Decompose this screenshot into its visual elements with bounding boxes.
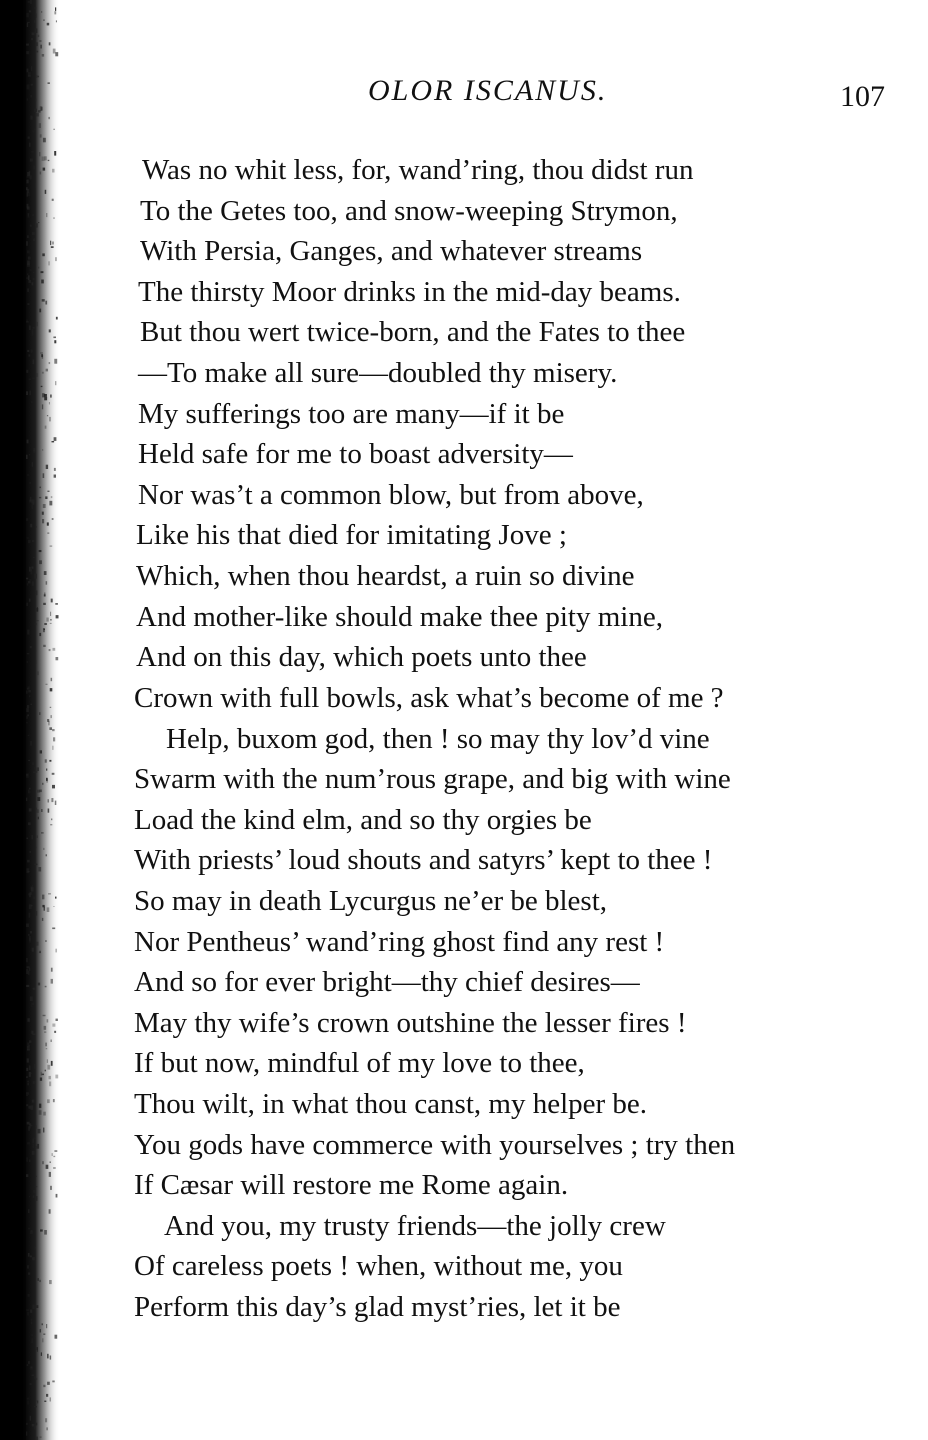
poem-line: Was no whit less, for, wand’ring, thou didst run: [142, 154, 694, 186]
poem-line: So may in death Lycurgus ne’er be blest,: [134, 885, 608, 917]
poem-line: Nor Pentheus’ wand’ring ghost find any rest !: [134, 926, 665, 958]
poem-line: And so for ever bright—thy chief desires—: [134, 966, 640, 998]
poem-line: You gods have commerce with yourselves ; try then: [134, 1129, 736, 1161]
poem-line: And mother-like should make thee pity mine,: [136, 601, 663, 633]
poem-line: Swarm with the num’rous grape, and big with wine: [134, 763, 731, 795]
poem-line: Crown with full bowls, ask what’s become of me ?: [134, 682, 724, 714]
poem-line: But thou wert twice-born, and the Fates to thee: [140, 316, 686, 348]
poem-line: Of careless poets ! when, without me, you: [134, 1250, 623, 1282]
poem-line: If Cæsar will restore me Rome again.: [134, 1169, 569, 1201]
poem-line: —To make all sure—doubled thy misery.: [138, 357, 618, 389]
page-number: 107: [840, 80, 885, 113]
poem-line: Nor was’t a common blow, but from above,: [138, 479, 644, 511]
poem-line: Load the kind elm, and so thy orgies be: [134, 804, 592, 836]
poem-line: Help, buxom god, then ! so may thy lov’d vine: [166, 723, 710, 755]
poem-line: Like his that died for imitating Jove ;: [136, 519, 567, 551]
poem-line: My sufferings too are many—if it be: [138, 398, 565, 430]
poem-line: If but now, mindful of my love to thee,: [134, 1047, 585, 1079]
poem-line: The thirsty Moor drinks in the mid-day beams.: [138, 276, 681, 308]
poem-line: Thou wilt, in what thou canst, my helper be.: [134, 1088, 648, 1120]
poem-line: Perform this day’s glad myst’ries, let it be: [134, 1291, 621, 1323]
poem-line: Which, when thou heardst, a ruin so divine: [136, 560, 635, 592]
poem-line: With priests’ loud shouts and satyrs’ kept to thee !: [134, 844, 713, 876]
poem-line: Held safe for me to boast adversity—: [138, 438, 573, 470]
poem-line: And on this day, which poets unto thee: [136, 641, 587, 673]
running-title: OLOR ISCANUS.: [368, 74, 608, 107]
poem-line: To the Getes too, and snow-weeping Strymon,: [140, 195, 678, 227]
poem-line: And you, my trusty friends—the jolly crew: [164, 1210, 666, 1242]
poem-line: With Persia, Ganges, and whatever streams: [140, 235, 643, 267]
poem-line: May thy wife’s crown outshine the lesser fires !: [134, 1007, 687, 1039]
